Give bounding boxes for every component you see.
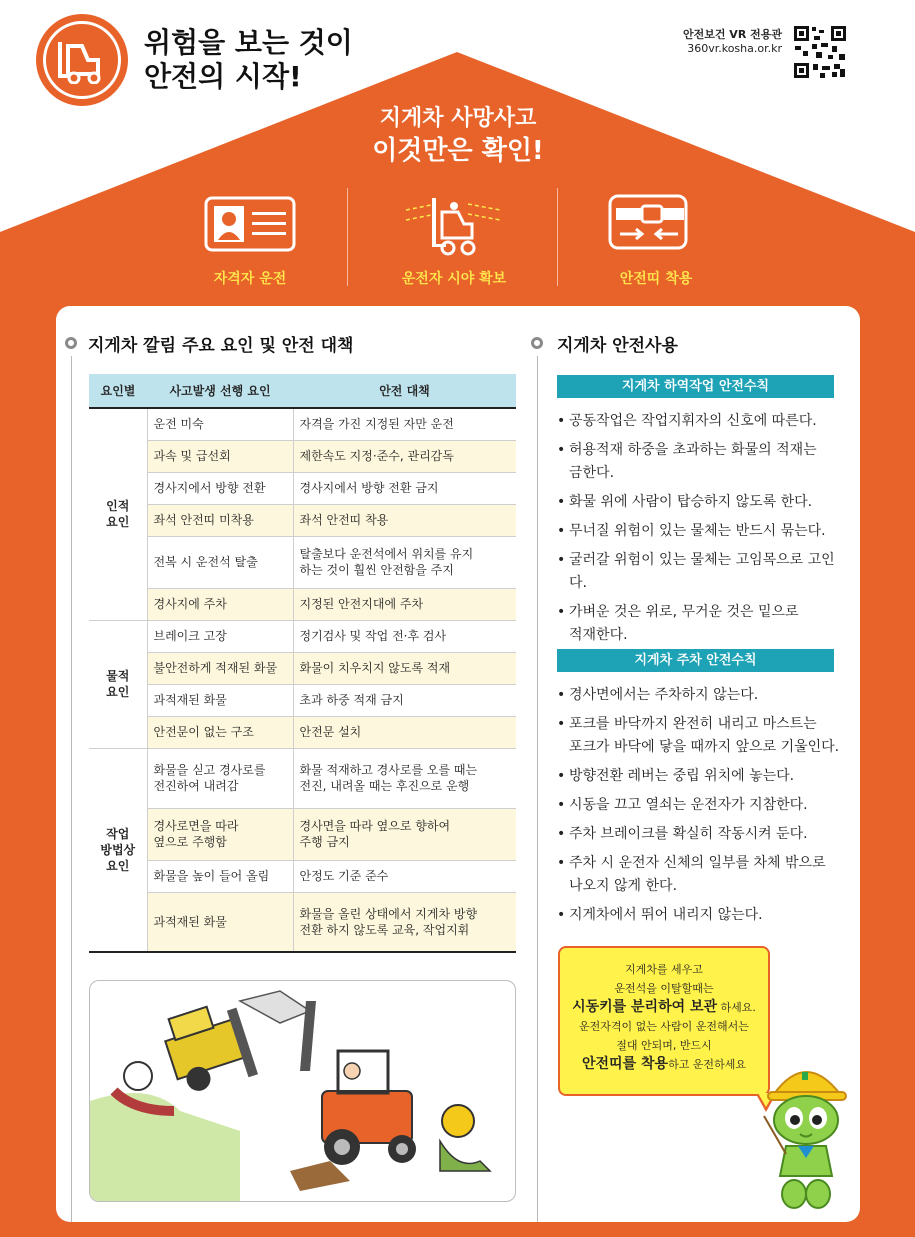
safety-measure-cell: 정기검사 및 작업 전·후 검사 xyxy=(293,620,516,652)
table-row xyxy=(89,588,516,620)
rule-item: • 주차 시 운전자 신체의 일부를 차체 밖으로 나오지 않게 한다. xyxy=(557,852,847,898)
factors-table-body xyxy=(89,408,516,952)
rule-item: • 굴러갈 위험이 있는 물체는 고임목으로 고인다. xyxy=(557,549,847,595)
table-header-cell: 요인별 xyxy=(89,374,147,408)
safety-measure-cell: 초과 하중 적재 금지 xyxy=(293,684,516,716)
table-row xyxy=(89,716,516,748)
cause-cell: 운전 미숙 xyxy=(147,408,293,440)
safety-measure-cell: 안정도 기준 준수 xyxy=(293,860,516,892)
table-row xyxy=(89,620,516,652)
vr-info xyxy=(660,28,782,56)
forklift-visibility-icon xyxy=(402,192,502,258)
table-row xyxy=(89,440,516,472)
callout-emphasis: 시동키를 분리하여 보관 xyxy=(572,999,718,1015)
safety-measure-cell: 경사지에서 방향 전환 금지 xyxy=(293,472,516,504)
table-header-cell: 사고발생 선행 요인 xyxy=(147,374,293,408)
right-section-title: 지게차 안전사용 xyxy=(557,336,678,356)
rule-item: • 시동을 끄고 열쇠는 운전자가 지참한다. xyxy=(557,794,847,817)
table-row xyxy=(89,860,516,892)
slogan-line-2: 안전의 시작! xyxy=(144,60,302,93)
left-timeline-line xyxy=(71,356,72,1222)
rule-item: • 허용적재 하중을 초과하는 화물의 적재는 금한다. xyxy=(557,439,847,485)
table-row xyxy=(89,504,516,536)
table-row xyxy=(89,536,516,588)
cause-cell: 경사로면을 따라 옆으로 주행함 xyxy=(147,808,293,860)
safety-measure-cell: 자격을 가진 지정된 자만 운전 xyxy=(293,408,516,440)
callout-line: 하세요. xyxy=(717,1001,756,1014)
key-point-label: 자격자 운전 xyxy=(213,271,287,287)
vr-label: 안전보건 VR 전용관 xyxy=(682,28,782,41)
callout-line: 절대 안되며, 반드시 xyxy=(616,1039,712,1052)
safety-measure-cell: 지정된 안전지대에 주차 xyxy=(293,588,516,620)
slogan xyxy=(144,26,353,94)
rule-item: • 가벼운 것은 위로, 무거운 것은 밑으로 적재한다. xyxy=(557,601,847,647)
safety-measure-cell: 화물이 치우치지 않도록 적재 xyxy=(293,652,516,684)
section-bullet-icon xyxy=(65,337,77,349)
cause-cell: 안전문이 없는 구조 xyxy=(147,716,293,748)
table-row xyxy=(89,472,516,504)
rule-item: • 지게차에서 뛰어 내리지 않는다. xyxy=(557,904,847,927)
key-removal-callout xyxy=(558,946,770,1096)
cause-cell: 경사지에 주차 xyxy=(147,588,293,620)
parking-rules-header: 지게차 주차 안전수칙 xyxy=(557,649,834,672)
key-point-label: 안전띠 착용 xyxy=(619,271,693,287)
table-row xyxy=(89,652,516,684)
safety-measure-cell: 화물을 올린 상태에서 지게차 방향 전환 하지 않도록 교육, 작업지휘 xyxy=(293,892,516,952)
rule-item: • 공동작업은 작업지휘자의 신호에 따른다. xyxy=(557,410,847,433)
cause-cell: 좌석 안전띠 미착용 xyxy=(147,504,293,536)
cause-cell: 화물을 높이 들어 올림 xyxy=(147,860,293,892)
hero-title-line-2: 이것만은 확인! xyxy=(372,136,544,166)
factor-category-cell: 인적 요인 xyxy=(89,408,147,620)
hero-headline xyxy=(300,104,616,168)
factor-category-cell: 물적 요인 xyxy=(89,620,147,748)
section-bullet-icon xyxy=(531,337,543,349)
rule-item: • 무너질 위험이 있는 물체는 반드시 묶는다. xyxy=(557,520,847,543)
callout-line: 하고 운전하세요 xyxy=(668,1058,746,1071)
key-point-label: 운전자 시야 확보 xyxy=(401,271,507,287)
safety-measure-cell: 탈출보다 운전석에서 위치를 유지 하는 것이 훨씬 안전함을 주지 xyxy=(293,536,516,588)
safety-measure-cell: 안전문 설치 xyxy=(293,716,516,748)
factor-category-cell: 작업 방법상 요인 xyxy=(89,748,147,952)
license-card-icon xyxy=(200,192,300,258)
forklift-logo xyxy=(36,14,128,106)
parking-rules-list xyxy=(557,684,847,933)
table-header-row xyxy=(89,374,516,408)
cause-cell: 화물을 싣고 경사로를 전진하여 내려감 xyxy=(147,748,293,808)
cause-cell: 불안전하게 적재된 화물 xyxy=(147,652,293,684)
factors-table xyxy=(89,374,516,953)
safety-measure-cell: 경사면을 따라 옆으로 향하여 주행 금지 xyxy=(293,808,516,860)
unloading-rules-header: 지게차 하역작업 안전수칙 xyxy=(557,375,834,398)
qr-code-icon[interactable] xyxy=(792,24,848,80)
seatbelt-icon xyxy=(604,192,704,258)
table-row xyxy=(89,892,516,952)
cause-cell: 과속 및 급선회 xyxy=(147,440,293,472)
accident-illustration xyxy=(89,980,516,1202)
callout-emphasis: 안전띠를 착용 xyxy=(582,1056,669,1072)
rule-item: • 방향전환 레버는 중립 위치에 놓는다. xyxy=(557,765,847,788)
cause-cell: 과적재된 화물 xyxy=(147,684,293,716)
rule-item: • 화물 위에 사람이 탑승하지 않도록 한다. xyxy=(557,491,847,514)
callout-line: 지게차를 세우고 xyxy=(625,963,703,976)
cause-cell: 전복 시 운전석 탈출 xyxy=(147,536,293,588)
safety-measure-cell: 좌석 안전띠 착용 xyxy=(293,504,516,536)
cause-cell: 과적재된 화물 xyxy=(147,892,293,952)
rule-item: • 주차 브레이크를 확실히 작동시켜 둔다. xyxy=(557,823,847,846)
table-row xyxy=(89,408,516,440)
column-divider xyxy=(537,356,538,1222)
vr-url[interactable]: 360vr.kosha.or.kr xyxy=(687,42,782,55)
table-row xyxy=(89,748,516,808)
forklift-accident-illustration xyxy=(90,981,516,1202)
rule-item: • 경사면에서는 주차하지 않는다. xyxy=(557,684,847,707)
table-row xyxy=(89,808,516,860)
cause-cell: 브레이크 고장 xyxy=(147,620,293,652)
forklift-icon xyxy=(54,36,110,84)
safety-measure-cell: 화물 적재하고 경사로를 오를 때는 전진, 내려올 때는 후진으로 운행 xyxy=(293,748,516,808)
rule-item: • 포크를 바닥까지 완전히 내리고 마스트는 포크가 바닥에 닿을 때까지 앞으로 기울인다. xyxy=(557,713,847,759)
left-section-title: 지게차 깔림 주요 요인 및 안전 대책 xyxy=(88,336,354,356)
hero-title-line-1: 지게차 사망사고 xyxy=(379,106,537,131)
callout-line: 운전자격이 없는 사람이 운전해서는 xyxy=(579,1020,749,1033)
safety-measure-cell: 제한속도 지정·준수, 관리감독 xyxy=(293,440,516,472)
callout-line: 운전석을 이탈할때는 xyxy=(614,982,714,995)
slogan-line-1: 위험을 보는 것이 xyxy=(144,26,353,59)
table-row xyxy=(89,684,516,716)
cause-cell: 경사지에서 방향 전환 xyxy=(147,472,293,504)
unloading-rules-list xyxy=(557,410,847,653)
safety-mascot-icon xyxy=(760,1054,852,1214)
table-header-cell: 안전 대책 xyxy=(293,374,516,408)
